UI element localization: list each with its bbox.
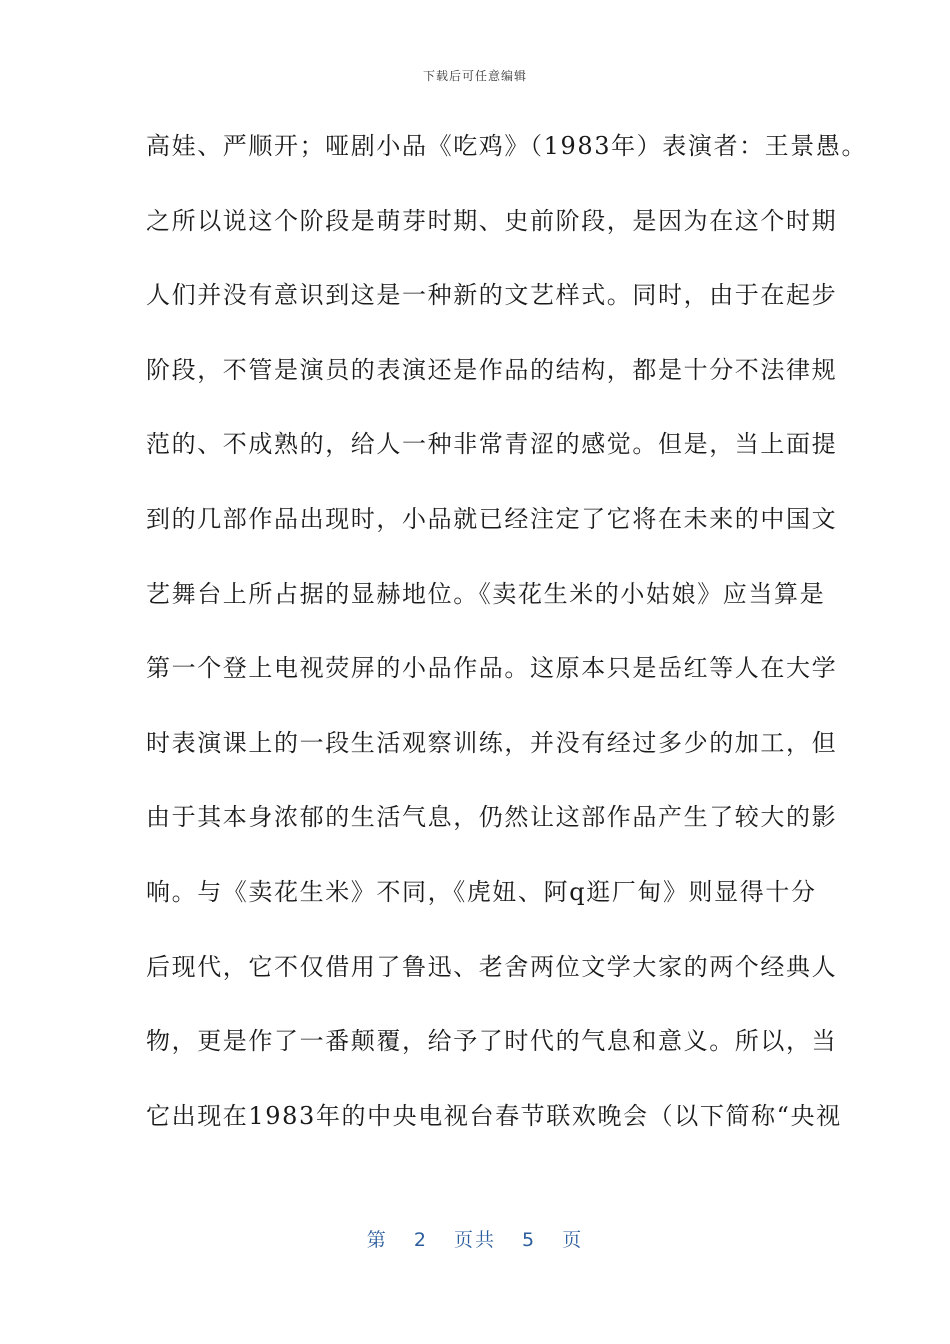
body-line: 到的几部作品出现时，小品就已经注定了它将在未来的中国文 — [146, 504, 838, 533]
body-line: 时表演课上的一段生活观察训练，并没有经过多少的加工，但 — [146, 728, 838, 757]
page-suffix: 页 — [562, 1229, 584, 1251]
body-line: 响。与《卖花生米》不同，《虎妞、阿q逛厂甸》则显得十分 — [146, 877, 817, 906]
body-line: 人们并没有意识到这是一种新的文艺样式。同时，由于在起步 — [146, 281, 838, 310]
body-line: 由于其本身浓郁的生活气息，仍然让这部作品产生了较大的影 — [146, 803, 838, 832]
body-line: 之所以说这个阶段是萌芽时期、史前阶段，是因为在这个时期 — [146, 206, 838, 235]
body-line: 物，更是作了一番颠覆，给予了时代的气息和意义。所以，当 — [146, 1027, 838, 1056]
page-prefix: 第 — [366, 1229, 388, 1251]
body-line: 第一个登上电视荧屏的小品作品。这原本只是岳红等人在大学 — [146, 654, 838, 683]
body-line: 后现代，它不仅借用了鲁迅、老舍两位文学大家的两个经典人 — [146, 952, 838, 981]
current-page-number: 2 — [413, 1229, 428, 1251]
body-line: 阶段，不管是演员的表演还是作品的结构，都是十分不法律规 — [146, 355, 838, 384]
body-line: 它出现在1983年的中央电视台春节联欢晚会（以下简称“央视 — [146, 1101, 842, 1130]
total-pages-number: 5 — [522, 1229, 537, 1251]
page-footer — [0, 1225, 950, 1252]
body-line: 艺舞台上所占据的显赫地位。《卖花生米的小姑娘》应当算是 — [146, 579, 826, 608]
header-note: 下载后可任意编辑 — [422, 69, 527, 83]
page-middle-text: 页共 — [453, 1229, 496, 1251]
body-line: 范的、不成熟的，给人一种非常青涩的感觉。但是，当上面提 — [146, 430, 838, 459]
body-line: 高娃、严顺开；哑剧小品《吃鸡》（1983年）表演者：王景愚。 — [146, 132, 868, 160]
document-body — [146, 124, 868, 1168]
